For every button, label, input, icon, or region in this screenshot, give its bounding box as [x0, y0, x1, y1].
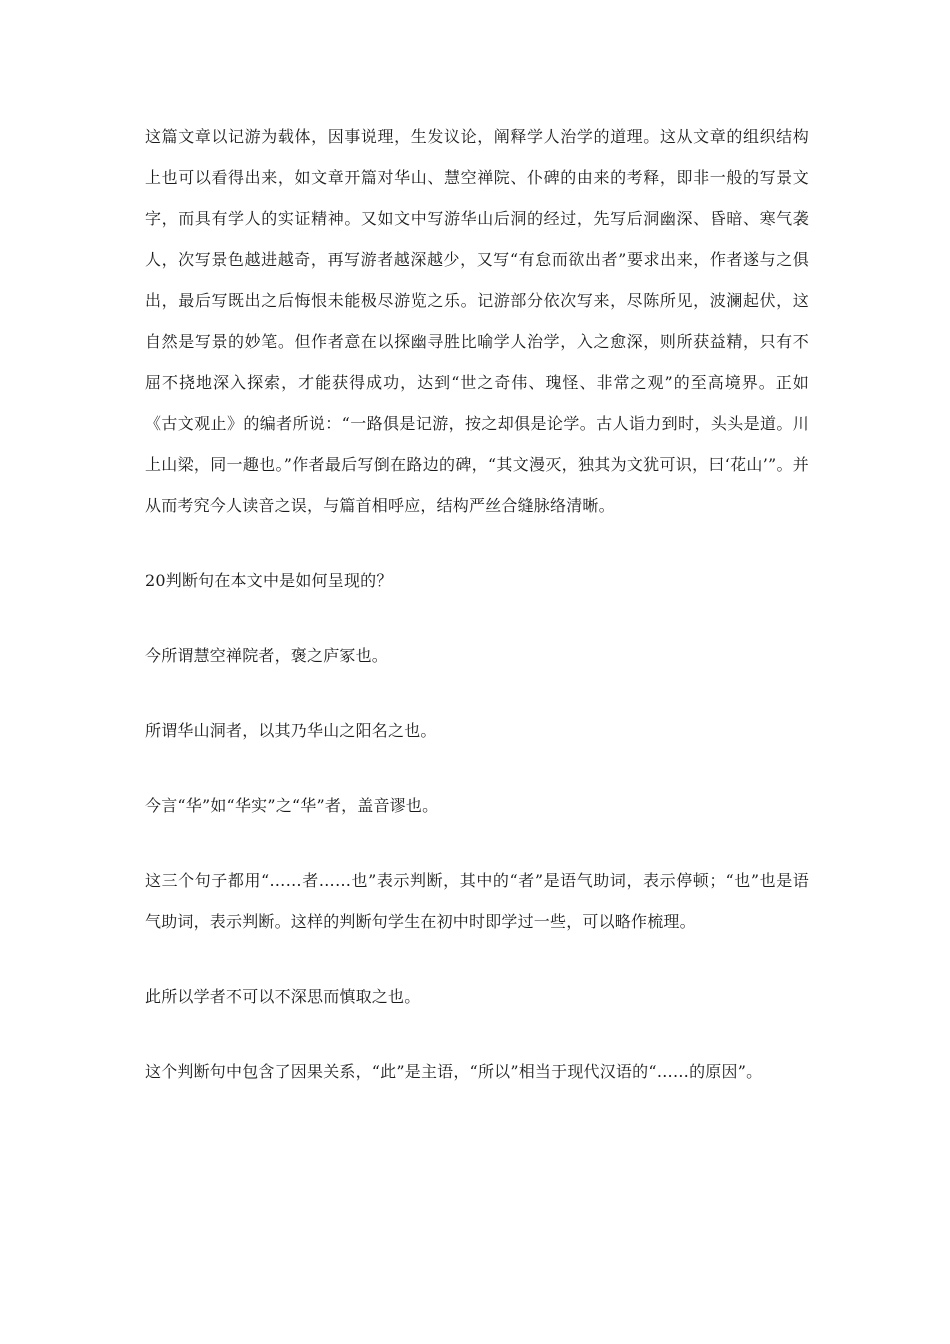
paragraph-example-1: 今所谓慧空禅院者，褒之庐冢也。 [145, 646, 389, 665]
document-body [145, 116, 809, 1092]
paragraph-example-2: 所谓华山洞者，以其乃华山之阳名之也。 [145, 721, 437, 740]
paragraph-explanation-2: 这个判断句中包含了因果关系，“此”是主语，“所以”相当于现代汉语的“……的原因”。 [145, 1062, 763, 1081]
paragraph-analysis: 这篇文章以记游为载体，因事说理，生发议论，阐释学人治学的道理。这从文章的组织结构上也可以看得出来，如文章开篇对华山、慧空禅院、仆碑的由来的考释，即非一般的写景文字，而具有学人的实证精神。又如文中写游华山后洞的经过，先写后洞幽深、昏暗、寒气袭人，次写景色越进越奇，再写游者越深越少，又写“有怠而欲出者”要求出来，作者遂与之俱出，最后写既出之后悔恨未能极尽游览之乐。记游部分依次写来，尽陈所见，波澜起伏，这自然是写景的妙笔。但作者意在以探幽寻胜比喻学人治学，入之愈深，则所获益精，只有不屈不挠地深入探索，才能获得成功，达到“世之奇伟、瑰怪、非常之观”的至高境界。正如《古文观止》的编者所说：“一路俱是记游，按之却俱是论学。古人诣力到时，头头是道。川上山梁，同一趣也。”作者最后写倒在路边的碑，“其文漫灭，独其为文犹可识，曰‘花山’”。并从而考究今人读音之误，与篇首相呼应，结构严丝合缝脉络清晰。 [145, 127, 809, 515]
paragraph-example-3: 今言“华”如“华实”之“华”者，盖音谬也。 [145, 796, 439, 815]
paragraph-example-4: 此所以学者不可以不深思而慎取之也。 [145, 987, 421, 1006]
paragraph-question: 20判断句在本文中是如何呈现的？ [145, 571, 393, 590]
paragraph-explanation-1: 这三个句子都用“……者……也”表示判断，其中的“者”是语气助词，表示停顿；“也”也是语气助词，表示判断。这样的判断句学生在初中时即学过一些，可以略作梳理。 [145, 871, 809, 931]
